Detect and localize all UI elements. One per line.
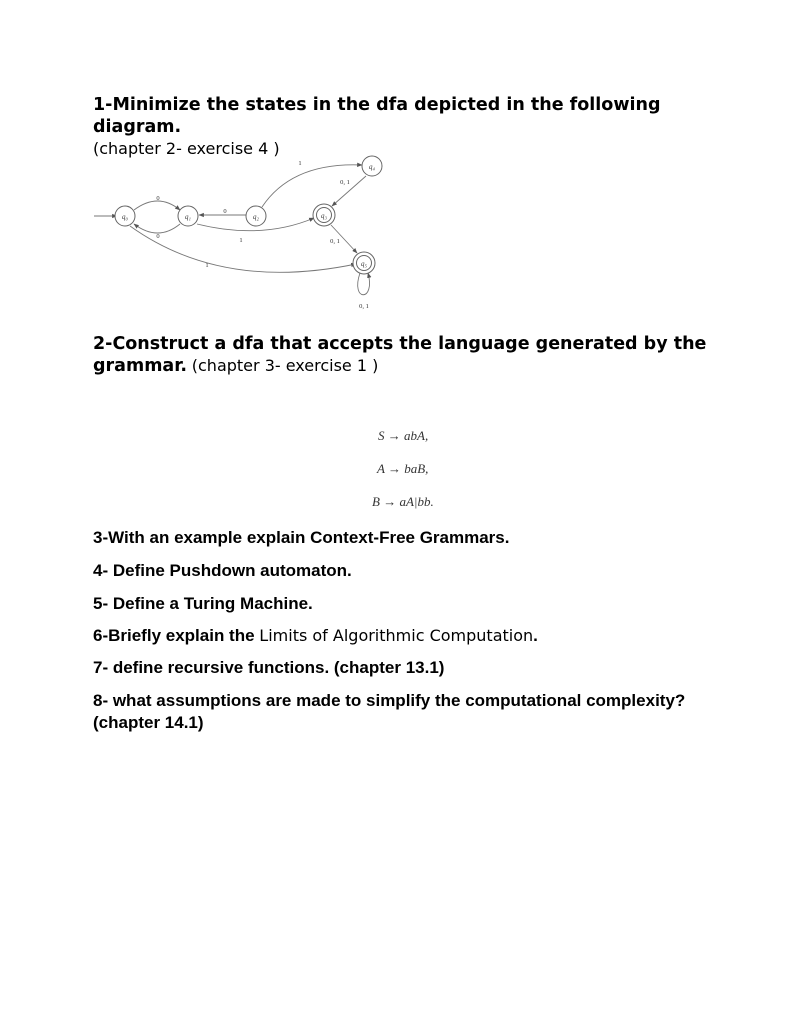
edge-label-q5-loop: 0, 1 — [359, 303, 369, 310]
question-2-text: 2-Construct a dfa that accepts the language generated by the grammar. — [93, 334, 707, 376]
edge-label-q1-q3: 1 — [239, 237, 243, 244]
edge-label-q0-q5: 1 — [205, 262, 209, 269]
rule-rhs: abA, — [404, 428, 429, 443]
state-label-q3: q₃ — [321, 212, 327, 220]
rule-arrow: → — [387, 428, 401, 443]
question-6-text: 6-Briefly explain the — [93, 626, 255, 645]
rule-rhs: aA|bb. — [399, 494, 434, 509]
edge-label-q4-q3: 0, 1 — [340, 179, 350, 186]
question-3: 3-With an example explain Context-Free Grammars. — [93, 528, 510, 547]
edge-q5-loop — [358, 273, 370, 295]
rule-arrow: → — [383, 494, 397, 509]
edge-label-q1-q0: 0 — [156, 233, 160, 240]
question-6-period: . — [533, 626, 538, 645]
question-5: 5- Define a Turing Machine. — [93, 594, 313, 613]
question-1 — [93, 94, 733, 160]
state-label-q5: q₅ — [361, 260, 367, 268]
state-label-q1: q₁ — [185, 213, 191, 221]
edge-label-q3-q5: 0, 1 — [330, 238, 340, 245]
state-label-q2: q₂ — [253, 213, 259, 221]
rule-lhs: B — [372, 494, 380, 509]
edge-q0-q1 — [134, 201, 180, 210]
edge-label-q2-q4: 1 — [298, 160, 302, 167]
question-4: 4- Define Pushdown automaton. — [93, 561, 352, 580]
state-label-q4: q₄ — [369, 163, 375, 171]
question-7: 7- define recursive functions. (chapter 13.1) — [93, 658, 445, 677]
question-6 — [93, 625, 733, 647]
rule-lhs: S — [378, 428, 385, 443]
edge-q1-q0 — [134, 224, 180, 233]
rule-arrow: → — [387, 461, 401, 476]
edge-label-q0-q1: 0 — [156, 195, 160, 202]
grammar-rule-a — [377, 461, 428, 477]
question-2 — [93, 333, 733, 377]
question-2-reference: (chapter 3- exercise 1 ) — [191, 356, 379, 375]
question-1-reference: (chapter 2- exercise 4 ) — [93, 139, 280, 158]
rule-lhs: A — [377, 461, 385, 476]
grammar-rule-b — [372, 494, 434, 510]
rule-rhs: baB, — [404, 461, 429, 476]
question-6-topic: Limits of Algorithmic Computation — [259, 626, 534, 645]
edge-label-q2-q1: 0 — [223, 208, 227, 215]
question-8: 8- what assumptions are made to simplify the computational complexity? (chapter 14.1) — [93, 691, 686, 732]
dfa-diagram — [92, 152, 392, 317]
state-label-q0: q₀ — [122, 213, 128, 221]
edge-q0-q5 — [130, 226, 356, 272]
grammar-rule-s — [378, 428, 428, 444]
question-1-text: 1-Minimize the states in the dfa depicted in the following diagram. — [93, 95, 661, 137]
